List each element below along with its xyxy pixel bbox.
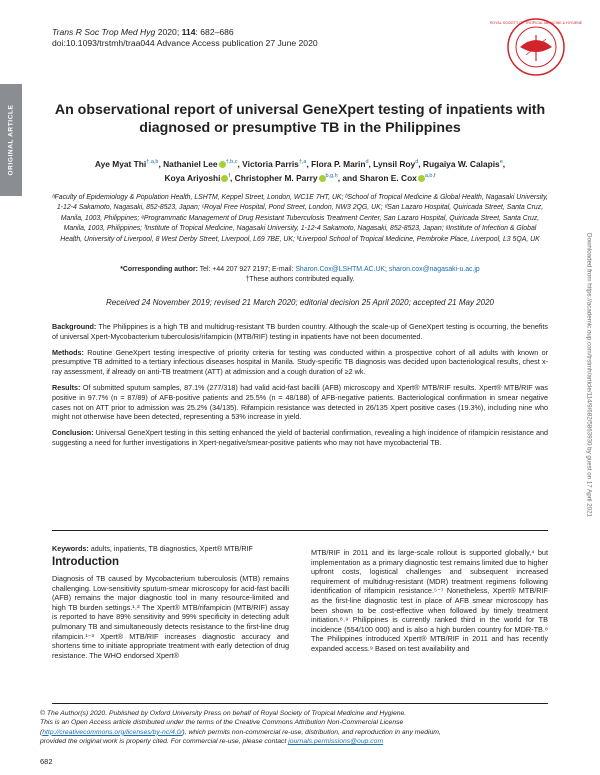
abstract-heading: Methods: [52, 347, 84, 357]
affiliation-marker: b,g,h [325, 172, 338, 179]
permissions-email-link[interactable]: journals.permissions@oup.com [288, 738, 384, 746]
journal-pages: : 682–686 [195, 27, 234, 37]
license-link[interactable]: http://creativecommons.org/licenses/by-nc/4.0/ [42, 728, 183, 736]
divider [52, 703, 548, 704]
orcid-icon[interactable] [219, 161, 226, 168]
abstract-heading: Background: [52, 322, 97, 331]
affiliation-marker: a,b,f [424, 172, 436, 179]
abstract-text: Universal GeneXpert testing in this setting enhanced the yield of bacterial confirmation, revealing a high incidence of rifampicin resistance and suggesting a need for further investigations in Xpert-negative/smear-positive patients who may not have mycobacterial TB. [52, 428, 548, 447]
orcid-icon[interactable] [418, 175, 425, 182]
keywords [52, 544, 253, 553]
article-title: An observational report of universal GeneXpert testing of inpatients with diagnosed or presumptive TB in the Philippines [54, 102, 546, 136]
abstract-background [52, 322, 548, 342]
email-link-1[interactable]: Sharon.Cox@LSHTM.AC.UK [295, 266, 386, 273]
license-line-4 [40, 737, 580, 746]
page-number: 682 [40, 757, 53, 766]
journal-header [52, 27, 318, 49]
keywords-text: adults, inpatients, TB diagnostics, Xpert® MTB/RIF [88, 544, 253, 553]
corresponding-label: *Corresponding author: [120, 266, 198, 273]
equal-contribution-note: †These authors contributed equally. [245, 276, 355, 284]
affiliations: ᵃFaculty of Epidemiology & Population Health, LSHTM, Keppel Street, London, WC1E 7HT, UK; ᵇSchool of Tropical Medicine & Global Health, Nagasaki University, 1-12-4 Sakamoto, Nagasaki, 852-8523, Japan; ᶜRoyal Free Hospital, Pond Street, London, NW3 2QG, UK; ᵈSan Lazaro Hospital, Quiricada Street, Santa Cruz, Manila, 1003, Philippines; ᵉProgrammatic Management of Drug Resistant Tuberculosis Treatment Center, San Lazaro Hospital, Quiricada Street, Santa Cruz, Manila, 1003, Philippines; ᶠInstitute of Tropical Medicine, Nagasaki University, 1-12-4 Sakamoto, Nagasaki, 852-8523, Japan; ᵍInstitute of Infection & Global Health, University of Liverpool, 8 West Derby Street, Liverpool, L69 7BE, UK; ʰLiverpool School of Tropical Medicine, Pembroke Place, Liverpool, L3 5QA, UK [52, 194, 548, 243]
abstract-methods [52, 348, 548, 377]
abstract-heading: Conclusion: [52, 428, 94, 438]
affiliation-marker: d [415, 159, 419, 165]
license-footer [40, 709, 580, 747]
affiliation-marker: e [499, 159, 503, 165]
author-name: , [502, 158, 506, 169]
logo-text: ROYAL SOCIETY OF TROPICAL MEDICINE & HYGIENE [489, 21, 583, 25]
abstract-text: Of submitted sputum samples, 87.1% (277/318) had valid acid-fast bacilli (AFB) microscopy and Xpert® MTB/RIF results. Xpert® MTB/RIF was positive in 97.7% (n = 87/89) of AFB-positive patients and 25.5% (n = 48/188) of AFB-negative patients. Bacteriological confirmation in smear negative cases not on ATT prior to admission was 25.2% (34/135). Rifampicin resistance was detected in 26/135 Xpert positive cases (19.3%), including nine who might not otherwise have been detected, representing a 53% increase in yield. [52, 382, 548, 422]
author-name: Aye Myat Thi [94, 158, 147, 169]
journal-volume: 114 [181, 27, 196, 37]
affiliation-marker: d [365, 159, 369, 165]
author-line-1 [40, 156, 560, 170]
keywords-label: Keywords: [52, 544, 89, 553]
affiliation-marker: †,b,c [225, 159, 238, 165]
orcid-icon[interactable] [319, 175, 326, 182]
license-line: This is an Open Access article distributed under the terms of the Creative Commons Attribution Non-Commercial License [40, 719, 404, 727]
abstract-results [52, 383, 548, 422]
journal-doi: doi:10.1093/trstmh/traa044 Advance Access publication 27 June 2020 [52, 38, 318, 48]
license-text: provided the original work is properly cited. For commercial re-use, please contact [40, 738, 289, 746]
article-type-tab [0, 84, 22, 196]
abstract-text: Routine GeneXpert testing irrespective of priority criteria for testing was conducted within a prospective cohort of all adults with known or presumptive TB admitted to a tertiary infectious diseases hospital in Manila. Study-specific TB diagnosis was decided upon bacteriological results, chest x-ray assessment, if already on anti-TB treatment (ATT) at admission and a cough duration of ≥2 wk. [52, 347, 548, 377]
abstract-conclusion [52, 428, 548, 448]
divider [52, 530, 548, 531]
author-name: , Nathaniel Lee [158, 158, 218, 169]
license-text: ), which permits non-commercial re-use, distribution, and reproduction in any medium, [182, 728, 441, 736]
intro-column-2: MTB/RIF in 2011 and its large-scale rollout is supported globally,⁴ but implementation as a primary diagnostic test remains limited due to higher upfront costs, logistical challenges and subsequent increased requirement of multidrug-resistant (MDR) treatment regimens following identification of rifampicin resistance.⁵⁻⁷ Nonetheless, Xpert® MTB/RIF as the first-line diagnostic test in place of AFB smear microscopy has been shown to be cost-effective when followed by timely treatment initiation.⁸˒⁹ Philippines is currently ranked third in the world for TB incidence (554/100 000) and is also a high burden country for MDR-TB.⁸ The Philippines introduced Xpert® MTB/RIF in 2011 and has recently expanded access.⁹ Based on test availability and [311, 548, 548, 653]
affiliation-marker: †,a,b [146, 159, 159, 165]
copyright-line: © The Author(s) 2020. Published by Oxford University Press on behalf of Royal Society of Tropical Medicine and Hygiene. [40, 710, 407, 717]
corresponding-tel: Tel: +44 207 927 2197; E-mail: [197, 266, 296, 273]
author-name: , and Sharon E. Cox [337, 172, 417, 183]
author-name: , Rugaiya W. Calapis [418, 158, 500, 169]
society-logo [489, 17, 583, 77]
corresponding-author [52, 265, 548, 286]
abstract-heading: Results: [52, 382, 81, 392]
author-name: , Lynsil Roy [368, 158, 416, 169]
email-separator: ; [385, 266, 389, 273]
affiliation-marker: †,a [298, 159, 307, 165]
author-list [40, 156, 560, 184]
author-name: , Flora P. Marin [306, 158, 366, 169]
license-line-3: (http://creativecommons.org/licenses/by-nc/4.0/), which permits non-commercial re-use, distribution, and reproduction in any medium, [40, 728, 441, 736]
author-name: , Victoria Parris [237, 158, 299, 169]
journal-year: 2020; [155, 27, 182, 37]
journal-citation [52, 27, 318, 38]
article-type-label: ORIGINAL ARTICLE [7, 104, 15, 176]
download-watermark: Downloaded from https://academic.oup.com/trstmh/article/114/9/682/5863930 by guest on 17 April 2021 [585, 233, 593, 517]
email-link-2[interactable]: sharon.cox@nagasaki-u.ac.jp [388, 266, 480, 273]
article-dates: Received 24 November 2019; revised 21 March 2020; editorial decision 25 April 2020; accepted 21 May 2020 [106, 298, 494, 307]
abstract-text: The Philippines is a high TB and multidrug-resistant TB burden country. Although the scale-up of GeneXpert testing is occurring, the benefits of universal Xpert-Mycobacterium tuberculosis/rifampicin (MTB/RIF) testing in inpatients have not been documented. [52, 322, 548, 341]
abstract [52, 322, 548, 454]
journal-name: Trans R Soc Trop Med Hyg [52, 27, 156, 37]
author-name: Koya Ariyoshi [164, 172, 221, 183]
section-heading: Introduction [52, 556, 120, 568]
intro-column-1: Diagnosis of TB caused by Mycobacterium tuberculosis (MTB) remains challenging. Low-sensitivity sputum-smear microscopy for acid-fast bacilli (AFB) remains the major diagnostic tool in many resource-limited and high TB burden settings.¹˒² The Xpert® MTB/rifampicin (MTB/RIF) assay is reported to have 89% sensitivity and 99% specificity in detecting adult pulmonary TB and simultaneously detects resistance to the first-line drug rifampicin.¹⁻³ Xpert® MTB/RIF increases diagnostic accuracy and shortens time to initiate appropriate treatment with early detection of drug resistance. The WHO endorsed Xpert® [52, 574, 289, 660]
author-line-2 [40, 170, 560, 184]
author-name: , Christopher M. Parry [230, 172, 318, 183]
affiliation-marker: f [228, 172, 230, 179]
